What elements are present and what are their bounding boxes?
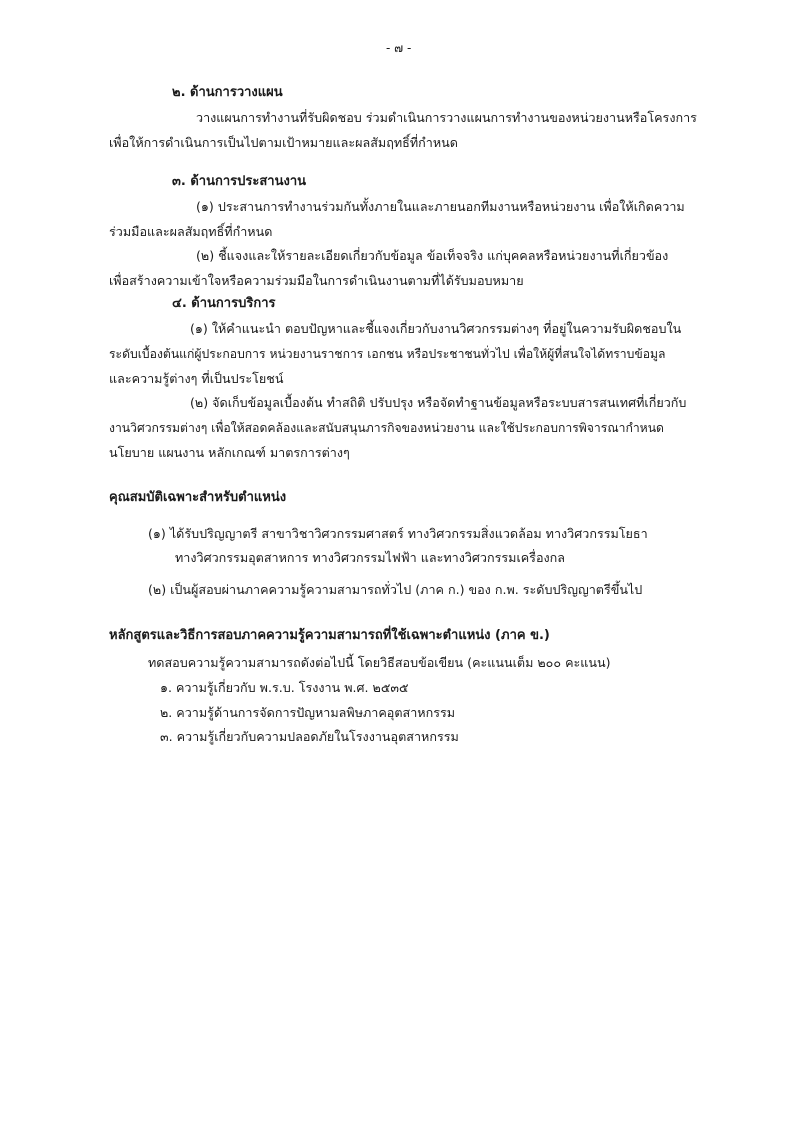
- exam-item: ๒. ความรู้ด้านการจัดการปัญหามลพิษภาคอุตสาหกรรม: [160, 705, 456, 720]
- qualification-line: ทางวิศวกรรมอุตสาหการ ทางวิศวกรรมไฟฟ้า และทางวิศวกรรมเครื่องกล: [175, 550, 566, 565]
- exam-item: ๓. ความรู้เกี่ยวกับความปลอดภัยในโรงงานอุตสาหกรรม: [160, 729, 459, 744]
- section-service-line: งานวิศวกรรมต่างๆ เพื่อให้สอดคล้องและสนับสนุนภารกิจของหน่วยงาน และใช้ประกอบการพิจารณากำหนด: [109, 421, 664, 435]
- qualifications-heading: คุณสมบัติเฉพาะสำหรับตำแหน่ง: [109, 490, 287, 505]
- section-service-line: (๑) ให้คำแนะนำ ตอบปัญหาและชี้แจงเกี่ยวกับงานวิศวกรรมต่างๆ ที่อยู่ในความรับผิดชอบใน: [190, 321, 682, 336]
- section-planning-line: เพื่อให้การดำเนินการเป็นไปตามเป้าหมายและผลสัมฤทธิ์ที่กำหนด: [109, 135, 458, 150]
- exam-item: ๑. ความรู้เกี่ยวกับ พ.ร.บ. โรงงาน พ.ศ. ๒๕๓๕: [160, 680, 409, 695]
- section-planning-heading: ๒. ด้านการวางแผน: [172, 85, 283, 100]
- qualification-line: (๒) เป็นผู้สอบผ่านภาคความรู้ความสามารถทั่วไป (ภาค ก.) ของ ก.พ. ระดับปริญญาตรีขึ้นไป: [148, 582, 643, 597]
- page-number: - ๗ -: [386, 41, 412, 55]
- section-service-heading: ๔. ด้านการบริการ: [172, 296, 276, 311]
- section-coordination-line: (๒) ชี้แจงและให้รายละเอียดเกี่ยวกับข้อมูล ข้อเท็จจริง แก่บุคคลหรือหน่วยงานที่เกี่ยวข้อง: [196, 248, 669, 263]
- section-coordination-line: (๑) ประสานการทำงานร่วมกันทั้งภายในและภายนอกทีมงานหรือหน่วยงาน เพื่อให้เกิดความ: [196, 199, 685, 214]
- section-service-line: (๒) จัดเก็บข้อมูลเบื้องต้น ทำสถิติ ปรับปรุง หรือจัดทำฐานข้อมูลหรือระบบสารสนเทศที่เกี่ยวกับ: [190, 395, 687, 410]
- section-service-line: ระดับเบื้องต้นแก่ผู้ประกอบการ หน่วยงานราชการ เอกชน หรือประชาชนทั่วไป เพื่อให้ผู้ที่สนใจได้ทราบข้อมูล: [109, 347, 666, 361]
- section-coordination-line: ร่วมมือและผลสัมฤทธิ์ที่กำหนด: [109, 224, 273, 239]
- qualification-line: (๑) ได้รับปริญญาตรี สาขาวิชาวิศวกรรมศาสตร์ ทางวิศวกรรมสิ่งแวดล้อม ทางวิศวกรรมโยธา: [148, 526, 648, 541]
- section-service-line: และความรู้ต่างๆ ที่เป็นประโยชน์: [109, 371, 284, 386]
- section-coordination-line: เพื่อสร้างความเข้าใจหรือความร่วมมือในการดำเนินงานตามที่ได้รับมอบหมาย: [109, 273, 524, 288]
- exam-intro: ทดสอบความรู้ความสามารถดังต่อไปนี้ โดยวิธีสอบข้อเขียน (คะแนนเต็ม ๒๐๐ คะแนน): [148, 655, 611, 670]
- section-service-line: นโยบาย แผนงาน หลักเกณฑ์ มาตรการต่างๆ: [109, 445, 350, 460]
- section-coordination-heading: ๓. ด้านการประสานงาน: [172, 174, 307, 189]
- exam-heading: หลักสูตรและวิธีการสอบภาคความรู้ความสามารถที่ใช้เฉพาะตำแหน่ง (ภาค ข.): [109, 628, 550, 643]
- section-planning-line: วางแผนการทำงานที่รับผิดชอบ ร่วมดำเนินการวางแผนการทำงานของหน่วยงานหรือโครงการ: [196, 110, 697, 125]
